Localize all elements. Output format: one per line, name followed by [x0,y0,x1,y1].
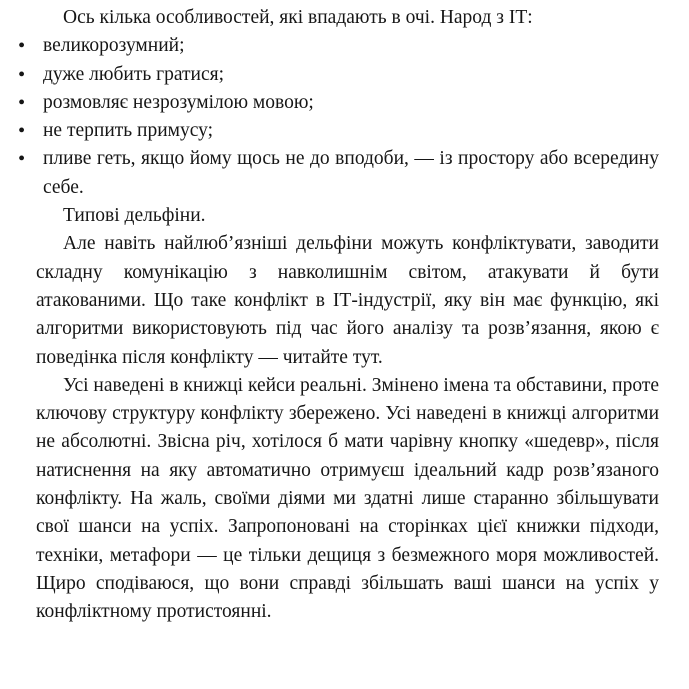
paragraph: Типові дельфіни. [63,205,206,227]
paragraph: Усі наведені в книжці кейси реальні. Змінено імена та обставини, проте ключову структуру конфлікту збережено. Усі наведені в книжці алгоритми не абсолютні. Звісна річ, хотілося б мати чарівну кнопку «шедевр», після натиснення на яку автоматично отримуєш ідеальний кадр розв’язаного конфлікту. На жаль, своїми діями ми здатні лише старанно збільшувати свої шанси на успіх. Запропоновані на сторінках цієї книжки підходи, техніки, метафори — це тільки дещиця з безмежного моря можливостей. Щиро сподіваюся, що вони справді збільшать ваші шанси на успіх у конфліктному протистоянні. [36,374,659,623]
intro-paragraph: Ось кілька особливостей, які впадають в очі. Народ з ІТ: [63,7,533,28]
bullet-item: • великорозумний; [43,32,659,60]
bullet-item: • пливе геть, якщо йому щось не до вподоби, — із простору або всередину себе. [43,145,659,202]
bullet-item: • дуже любить гратися; [43,61,659,89]
bullet-item: • не терпить примусу; [43,117,659,145]
bullet-item: • розмовляє незрозумілою мовою; [43,89,659,117]
bullet-list [36,32,659,202]
paragraph: Але навіть найлюб’язніші дельфіни можуть конфліктувати, заводити складну комунікацію з навколишнім світом, атакувати й бути атакованими. Що таке конфлікт в ІТ-індустрії, яку він має функцію, які алгоритми використовують під час його аналізу та розв’язання, якою є поведінка після конфлікту — читайте тут. [36,233,659,368]
